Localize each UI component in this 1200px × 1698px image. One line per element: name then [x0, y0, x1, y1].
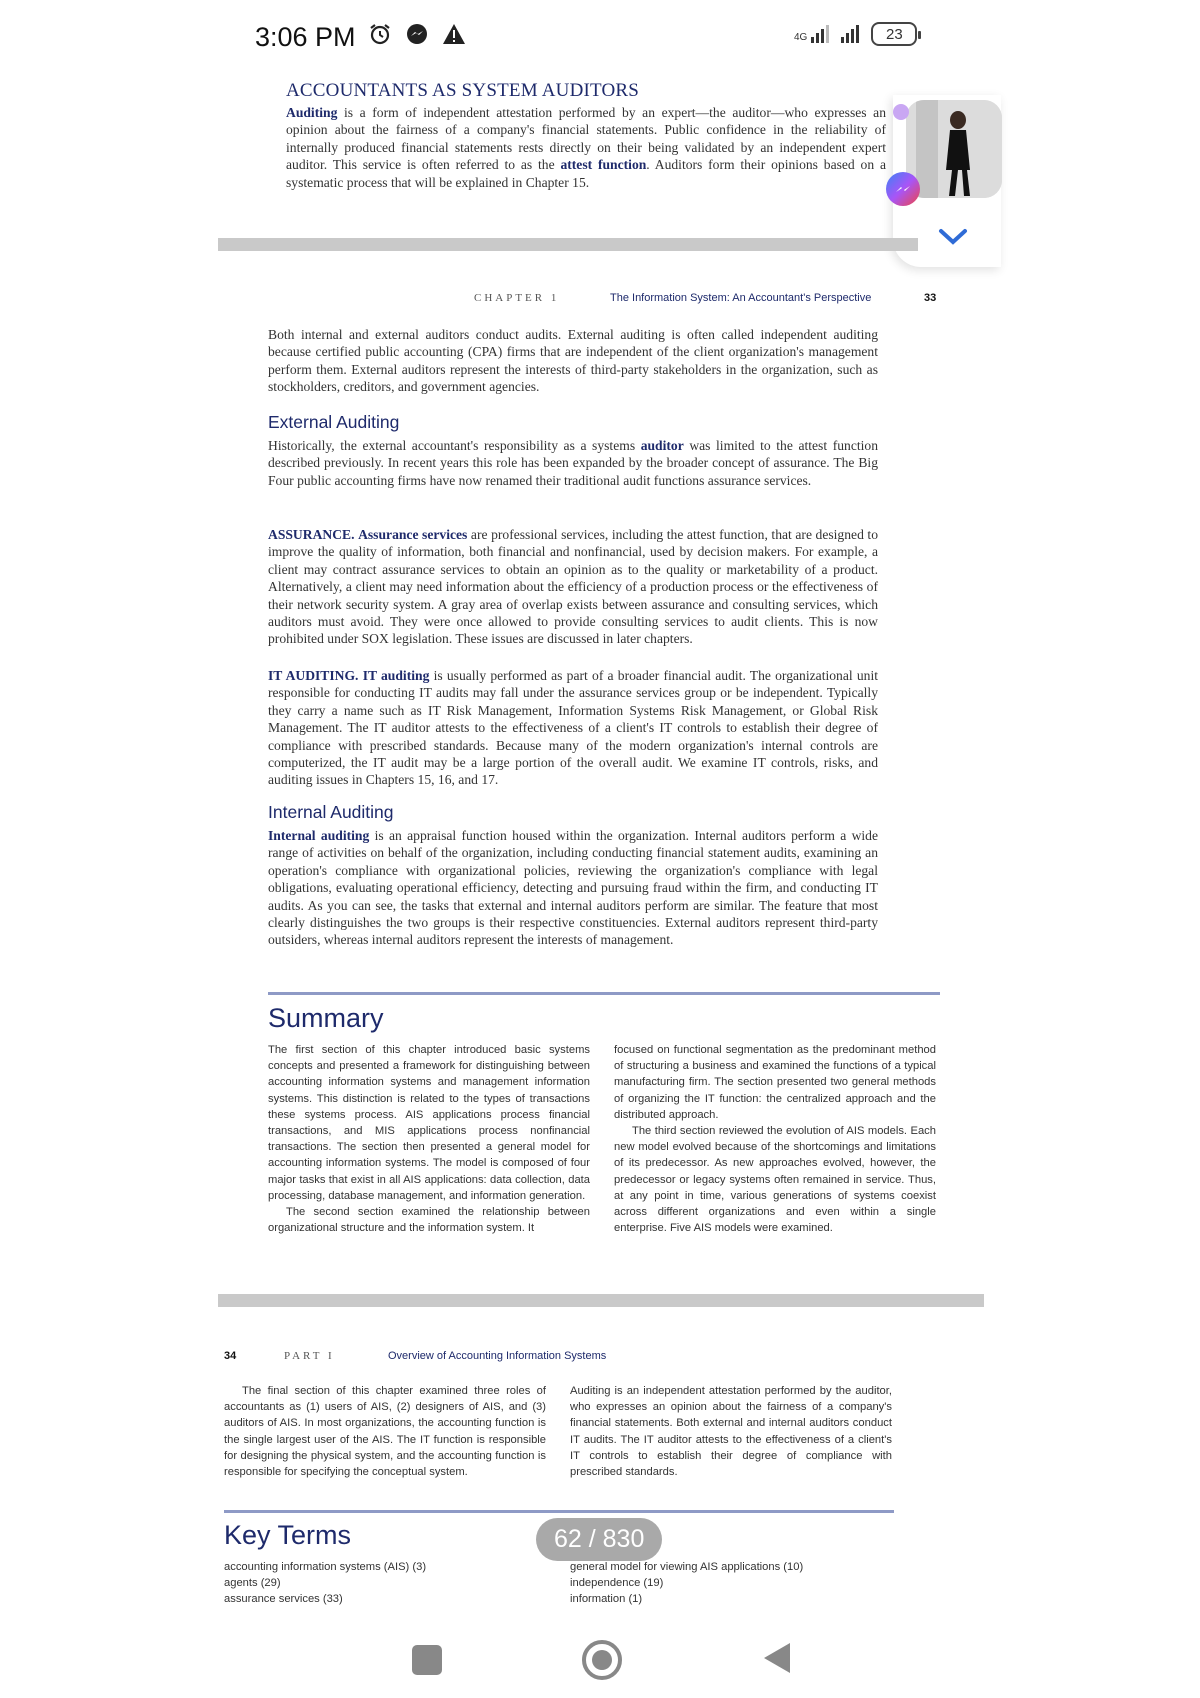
signal-4g-icon: [794, 25, 829, 43]
running-title-34: Overview of Accounting Information Systems: [388, 1350, 607, 1362]
chevron-down-icon[interactable]: [938, 228, 968, 251]
navigation-bar: [412, 1640, 792, 1680]
key-term[interactable]: agents (29): [224, 1577, 281, 1589]
chapter-label-text: CHAPTER 1: [474, 292, 560, 304]
text-run: is a form of independent attestation performed by an expert—the auditor—who expresses an opinion about the fairness of a company's financial statements. Public confidence in the reliability of internally produced financial statements rests directly on their being validated by an independent expert auditor. This service is often referred to as the: [286, 105, 886, 173]
summary-left-column: [268, 1042, 590, 1236]
chat-head-avatar[interactable]: [906, 100, 1002, 198]
term-auditing: Auditing: [286, 105, 338, 120]
page-divider: [218, 238, 918, 251]
recent-apps-button[interactable]: [412, 1645, 442, 1675]
term-assurance-services: Assurance services: [358, 527, 468, 542]
term-auditor: auditor: [640, 438, 684, 453]
summary-right-p1: focused on functional segmentation as the predominant method of structuring a business and examined the functions of a typical manufacturing firm. The section presented two general methods of organizing the IT function: the centralized approach and the distributed approach.: [614, 1044, 936, 1121]
key-terms-right: [570, 1559, 803, 1607]
key-terms-rule: [224, 1510, 894, 1513]
page-number-34: 34: [224, 1350, 237, 1362]
key-term[interactable]: independence (19): [570, 1577, 664, 1589]
back-icon: [762, 1641, 792, 1675]
auditing-summary-paragraph: Auditing is an independent attestation performed by the auditor, who expresses an opinion about the fairness of a company's financial statements. Both external and internal auditors conduct IT audits. The IT auditor attests to the effectiveness of a client's IT controls to establish their degree of compliance with prescribed standards.: [570, 1385, 892, 1479]
summary-right-p2: The third section reviewed the evolution of AIS models. Each new model evolved because of the shortcomings and limitations of its predecessor. As new approaches evolved, however, the predecessor or legacy systems often remained in service. Thus, at any point in time, various generations of systems coexist across different organizations and even within a single enterprise. Five AIS models were examined.: [614, 1125, 936, 1235]
text-run: was limited to the attest function described previously. In recent years this role has been expanded by the broader concept of assurance. The Big Four public accounting firms have now renamed their traditional audit functions assurance services.: [268, 438, 879, 488]
warning-icon: [442, 23, 466, 45]
battery-indicator: 23: [871, 22, 917, 46]
it-auditing-paragraph: [268, 667, 878, 789]
part-label: [284, 1350, 335, 1362]
signal-icon: [841, 25, 859, 43]
status-right: [794, 22, 917, 46]
messenger-icon[interactable]: [886, 172, 920, 206]
text-run: Historically, the external accountant's responsibility as a systems: [268, 438, 641, 453]
text-run: . Auditors form their opinions based on a systematic process that will be explained in Chapter 15.: [286, 157, 886, 190]
back-button[interactable]: [762, 1641, 792, 1680]
home-button[interactable]: [582, 1640, 622, 1680]
notification-dot: [893, 104, 909, 120]
external-auditing-paragraph: [268, 437, 878, 489]
chapter-label: [474, 292, 559, 304]
section-title: ACCOUNTANTS AS SYSTEM AUDITORS: [286, 80, 640, 101]
text-run: is usually performed as part of a broader financial audit. The organizational unit responsible for conducting IT audits may fall under the assurance services group or be independent. Typically they carry a name such as IT Risk Management, Information Systems Risk Management, or Global Risk Management. The IT auditor attests to the effectiveness of a client's IT controls to establish their degree of compliance with prescribed standards. Because many of the modern organization's internal controls are computerized, the IT audit may be a large portion of the overall audit. We examine IT controls, risks, and auditing issues in Chapters 15, 16, and 17.: [268, 668, 879, 788]
home-icon: [592, 1650, 612, 1670]
part-label-text: PART I: [284, 1350, 335, 1362]
key-term[interactable]: assurance services (33): [224, 1593, 343, 1605]
alarm-icon: [368, 22, 392, 46]
status-icons: [368, 22, 466, 46]
key-terms-left: [224, 1559, 426, 1607]
key-term[interactable]: general model for viewing AIS applications (10): [570, 1561, 804, 1573]
page-number: 33: [924, 292, 937, 304]
term-attest-function: attest function: [560, 157, 647, 173]
messenger-small-icon: [406, 23, 428, 45]
heading-internal-auditing: Internal Auditing: [268, 802, 394, 822]
text-run: is an appraisal function housed within the organization. Internal auditors perform a wide range of activities on behalf of the organization, including conducting financial statement audits, examining an operation's compliance with organizational policies, reviewing the organization's compliance with legal obligations, evaluating operational efficiency, detecting and pursuing fraud within the firm, and conducting IT audits. As you can see, the tasks that external and internal auditors perform are similar. The feature that most clearly distinguishes the two groups is their respective constituencies. External auditors represent third-party outsiders, whereas internal auditors represent the interests of management.: [268, 828, 878, 948]
auditing-paragraph: [286, 104, 886, 191]
summary-heading: Summary: [268, 1003, 384, 1033]
key-term[interactable]: accounting information systems (AIS) (3): [224, 1561, 427, 1573]
network-type: 4G: [794, 32, 808, 43]
internal-auditing-paragraph: [268, 827, 878, 949]
heading-external-auditing: External Auditing: [268, 412, 400, 432]
text-run: are professional services, including the attest function, that are designed to improve the quality of information, both financial and nonfinancial, used by decision makers. For example, a client may contract assurance services to obtain an opinion as to the quality or marketability of a product. Alternatively, a client may need information about the efficiency of a production process or the effectiveness of their network security system. A gray area of overlap exists between assurance and consulting services, which auditors must avoid. They were once allowed to provide consulting services to audit clients. This is now prohibited under SOX legislation. These issues are discussed in later chapters.: [268, 527, 878, 647]
summary-left-p2: The second section examined the relationship between organizational structure and the information system. It: [268, 1206, 590, 1235]
intro-paragraph: Both internal and external auditors conduct audits. External auditing is often called independent auditing because certified public accounting (CPA) firms that are independent of the client organization's management perform them. External auditors represent the interests of third-party stakeholders in the organization, such as stockholders, creditors, and government agencies.: [268, 327, 878, 395]
roles-paragraph: The final section of this chapter examined three roles of accountants as (1) users of AIS, (2) designers of AIS, and (3) auditors of AIS. In most organizations, the accounting function is the single largest user of the AIS. The IT function is responsible for designing the physical system, and the accounting function is responsible for specifying the conceptual system.: [224, 1385, 546, 1479]
summary-right-column: [614, 1042, 936, 1236]
avatar-image: [906, 100, 1002, 198]
page-indicator: 62 / 830: [536, 1518, 662, 1561]
term-internal-auditing: Internal auditing: [268, 828, 370, 843]
key-terms-heading: Key Terms: [224, 1520, 352, 1550]
page-divider-2: [218, 1294, 984, 1307]
term-it-auditing: IT auditing: [362, 668, 430, 683]
key-term[interactable]: information (1): [570, 1593, 643, 1605]
running-title: The Information System: An Accountant's Perspective: [610, 292, 872, 304]
assurance-paragraph: [268, 526, 878, 648]
status-time: 3:06 PM: [255, 22, 356, 52]
summary-rule: [268, 992, 940, 995]
label-assurance: ASSURANCE.: [268, 527, 355, 542]
summary-left-p1: The first section of this chapter introduced basic systems concepts and presented a framework for distinguishing between accounting information systems and management information systems. This distinction is related to the types of transactions these systems process. AIS applications process financial transactions, and MIS applications process nonfinancial transactions. The section then presented a general model for accounting information systems. The model is composed of four major tasks that exist in all AIS applications: data collection, data processing, database management, and information generation.: [268, 1044, 590, 1202]
label-it-auditing: IT AUDITING.: [268, 668, 359, 683]
